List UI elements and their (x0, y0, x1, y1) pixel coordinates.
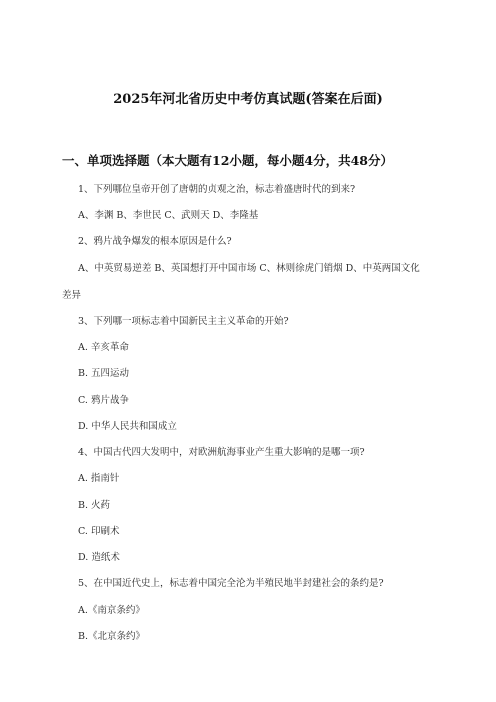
question-4-option-b: B. 火药 (78, 500, 111, 511)
question-5-option-b: B.《北京条约》 (78, 631, 146, 642)
question-4-option-c: C. 印刷术 (78, 526, 120, 537)
section-heading: 一、单项选择题（本大题有12小题，每小题4分，共48分） (62, 153, 393, 168)
question-3-option-a: A. 辛亥革命 (78, 342, 129, 353)
question-2-options: A、中英贸易逆差 B、英国想打开中国市场 C、林则徐虎门销烟 D、中英两国文化 (78, 263, 420, 274)
question-3-stem: 3、下列哪一项标志着中国新民主主义革命的开始? (78, 316, 289, 327)
question-2-options-continued: 差异 (62, 290, 82, 301)
question-3-option-b: B. 五四运动 (78, 368, 130, 379)
document-title: 2025年河北省历史中考仿真试题(答案在后面) (113, 92, 383, 107)
question-5-stem: 5、在中国近代史上，标志着中国完全沦为半殖民地半封建社会的条约是? (78, 578, 384, 589)
question-1-stem: 1、下列哪位皇帝开创了唐朝的贞观之治，标志着盛唐时代的到来? (78, 184, 356, 195)
question-5-option-a: A.《南京条约》 (78, 605, 145, 616)
question-2-stem: 2、鸦片战争爆发的根本原因是什么? (78, 236, 232, 247)
question-4-option-a: A. 指南针 (78, 473, 120, 484)
question-4-stem: 4、中国古代四大发明中，对欧洲航海事业产生重大影响的是哪一项? (78, 447, 365, 458)
question-3-option-d: D. 中华人民共和国成立 (78, 421, 177, 432)
question-1-options: A、李渊 B、李世民 C、武则天 D、李隆基 (78, 210, 259, 221)
question-3-option-c: C. 鸦片战争 (78, 395, 129, 406)
question-4-option-d: D. 造纸术 (78, 552, 120, 563)
